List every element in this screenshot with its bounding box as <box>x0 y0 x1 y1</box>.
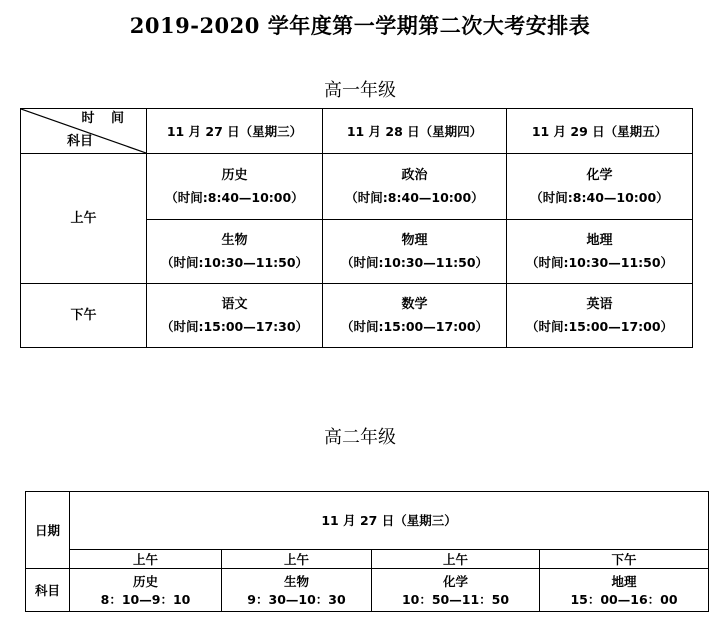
exam-subject: 历史 <box>132 573 158 589</box>
session-label: 上午 <box>372 550 540 569</box>
grade1-header-row <box>21 109 693 154</box>
day-header: 11 月 27 日（星期三） <box>147 109 323 154</box>
exam-cell <box>323 284 507 348</box>
exam-subject: 物理 <box>401 233 428 249</box>
session-label: 上午 <box>222 550 372 569</box>
exam-subject: 英语 <box>586 297 613 313</box>
exam-date: 11 月 27 日（星期三） <box>70 492 709 550</box>
grade1-afternoon-row <box>21 284 693 348</box>
grade1-title: 高一年级 <box>324 80 396 101</box>
grade2-schedule-table <box>25 491 709 612</box>
exam-subject: 地理 <box>611 573 637 589</box>
grade2-subject-row <box>26 569 709 612</box>
exam-cell <box>222 569 372 612</box>
document-title: 2019-2020 学年度第一学期第二次大考安排表 <box>129 13 591 38</box>
exam-cell <box>507 154 693 220</box>
exam-time: （时间:15:00—17:30） <box>160 318 309 334</box>
subject-label: 科目 <box>26 569 70 612</box>
exam-time: （时间:10:30—11:50） <box>160 254 309 270</box>
grade2-title: 高二年级 <box>324 427 396 448</box>
exam-time: （时间:10:30—11:50） <box>340 254 489 270</box>
exam-subject: 语文 <box>221 297 248 313</box>
exam-subject: 化学 <box>442 573 468 589</box>
exam-cell <box>323 154 507 220</box>
exam-time: （时间:10:30—11:50） <box>525 254 674 270</box>
exam-time: （时间:8:40—10:00） <box>530 189 669 205</box>
morning-label: 上午 <box>21 154 147 284</box>
exam-time: （时间:15:00—17:00） <box>525 318 674 334</box>
exam-time: （时间:8:40—10:00） <box>165 189 304 205</box>
day-header: 11 月 29 日（星期五） <box>507 109 693 154</box>
exam-cell <box>507 220 693 284</box>
exam-subject: 地理 <box>586 233 613 249</box>
exam-cell <box>507 284 693 348</box>
exam-subject: 政治 <box>401 168 428 184</box>
session-label: 下午 <box>540 550 709 569</box>
day-header: 11 月 28 日（星期四） <box>323 109 507 154</box>
exam-time: （时间:8:40—10:00） <box>345 189 484 205</box>
exam-time: 10：50—11：50 <box>401 591 510 607</box>
exam-subject: 数学 <box>401 297 428 313</box>
exam-cell <box>323 220 507 284</box>
exam-time: （时间:15:00—17:00） <box>340 318 489 334</box>
grade1-morning-row-1 <box>21 154 693 220</box>
exam-cell <box>147 154 323 220</box>
date-label: 日期 <box>26 492 70 569</box>
header-time-label: 时 间 <box>81 111 130 126</box>
exam-subject: 生物 <box>283 573 309 589</box>
exam-subject: 历史 <box>221 168 248 184</box>
grade1-schedule-table <box>20 108 693 348</box>
exam-cell <box>147 220 323 284</box>
exam-cell <box>540 569 709 612</box>
exam-cell <box>372 569 540 612</box>
exam-cell <box>70 569 222 612</box>
diagonal-header-cell <box>21 109 147 154</box>
afternoon-label: 下午 <box>21 284 147 348</box>
exam-subject: 化学 <box>586 168 613 184</box>
grade2-date-row <box>26 492 709 550</box>
session-label: 上午 <box>70 550 222 569</box>
exam-cell <box>147 284 323 348</box>
exam-time: 8：10—9：10 <box>100 591 191 607</box>
exam-time: 9：30—10：30 <box>247 591 346 607</box>
grade2-session-row <box>26 550 709 569</box>
header-subject-label: 科目 <box>67 134 94 150</box>
exam-subject: 生物 <box>221 233 248 249</box>
exam-time: 15：00—16：00 <box>570 591 678 607</box>
